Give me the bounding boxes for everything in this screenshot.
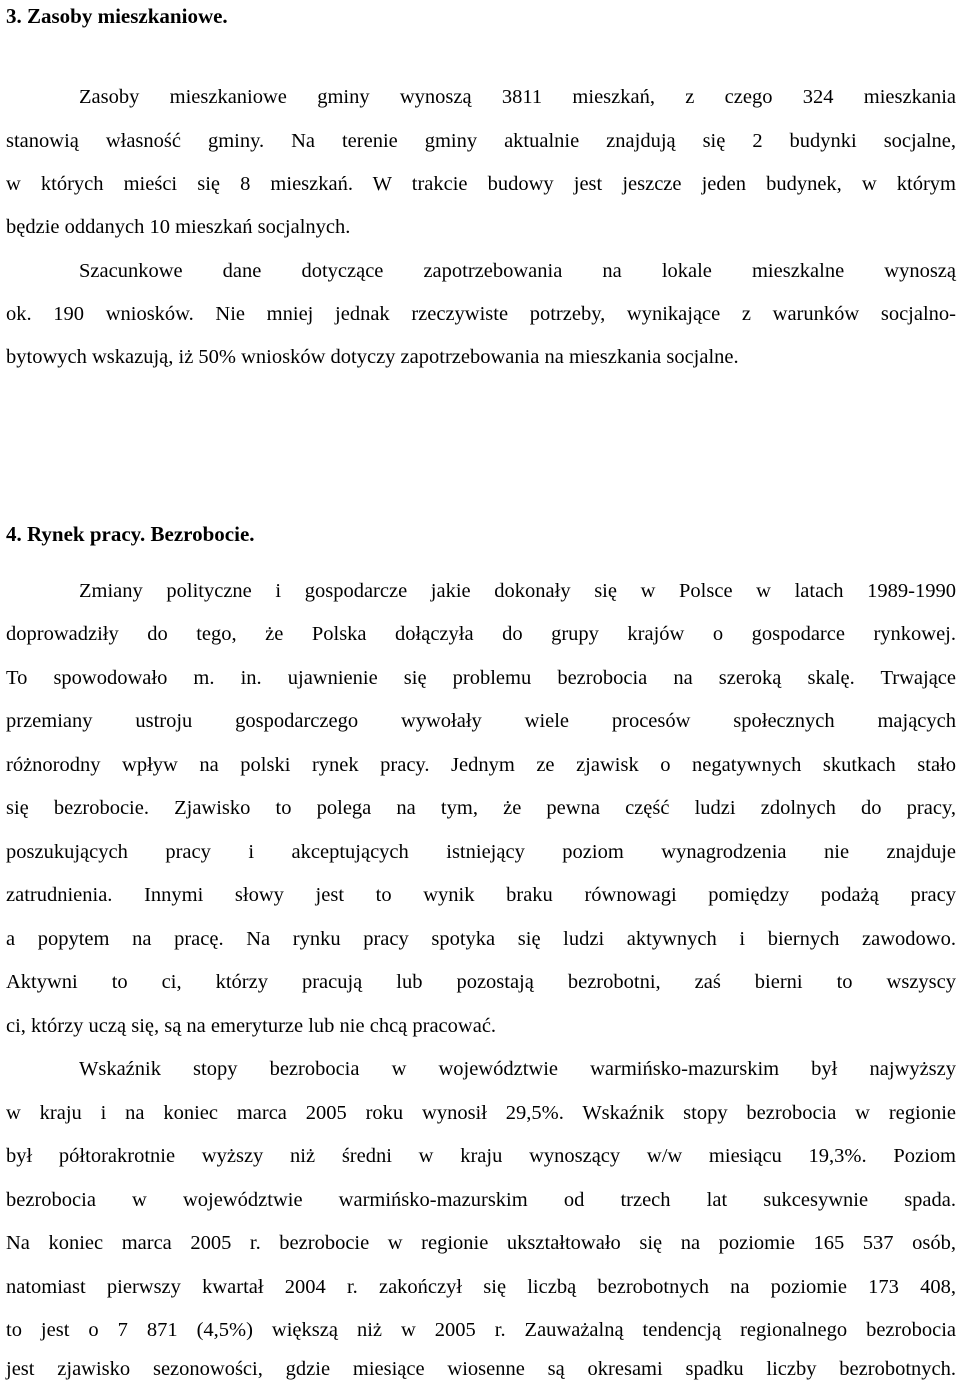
section-heading-labor-market: 4. Rynek pracy. Bezrobocie. [6,522,255,546]
text-line: To spowodowało m. in. ujawnienie się problemu bezrobocia na szeroką skalę. Trwające [6,667,956,689]
text-line: natomiast pierwszy kwartał 2004 r. zakończył się liczbą bezrobotnych na poziomie 173 408, [6,1276,956,1298]
text-line: się bezrobocie. Zjawisko to polega na tym, że pewna część ludzi zdolnych do pracy, [6,797,956,819]
text-line: Zmiany polityczne i gospodarcze jakie dokonały się w Polsce w latach 1989-1990 [79,580,956,602]
text-line: bytowych wskazują, iż 50% wniosków dotyczy zapotrzebowania na mieszkania socjalne. [6,346,739,368]
text-line: będzie oddanych 10 mieszkań socjalnych. [6,216,351,238]
text-line: to jest o 7 871 (4,5%) większą niż w 2005 r. Zauważalną tendencją regionalnego bezrobocia [6,1319,956,1341]
text-line: w których mieści się 8 mieszkań. W trakcie budowy jest jeszcze jeden budynek, w którym [6,173,956,195]
text-line: poszukujących pracy i akceptujących istniejący poziom wynagrodzenia nie znajduje [6,841,956,863]
text-line: Aktywni to ci, którzy pracują lub pozostają bezrobotni, zaś bierni to wszyscy [6,971,956,993]
text-line: Na koniec marca 2005 r. bezrobocie w regionie ukształtowało się na poziomie 165 537 osób, [6,1232,956,1254]
text-line: Zasoby mieszkaniowe gminy wynoszą 3811 mieszkań, z czego 324 mieszkania [79,86,956,108]
text-line: Szacunkowe dane dotyczące zapotrzebowania na lokale mieszkalne wynoszą [79,260,956,282]
text-line: zatrudnienia. Innymi słowy jest to wynik braku równowagi pomiędzy podażą pracy [6,884,956,906]
text-line: jest zjawisko sezonowości, gdzie miesiące wiosenne są okresami spadku liczby bezrobotnych. [6,1358,956,1380]
text-line: przemiany ustroju gospodarczego wywołały wiele procesów społecznych mających [6,710,956,732]
text-line: ci, którzy uczą się, są na emeryturze lub nie chcą pracować. [6,1015,497,1037]
text-line: ok. 190 wniosków. Nie mniej jednak rzeczywiste potrzeby, wynikające z warunków socjalno- [6,303,956,325]
text-line: doprowadziły do tego, że Polska dołączyła do grupy krajów o gospodarce rynkowej. [6,623,956,645]
text-line: w kraju i na koniec marca 2005 roku wynosił 29,5%. Wskaźnik stopy bezrobocia w regionie [6,1102,956,1124]
text-line: Wskaźnik stopy bezrobocia w województwie warmińsko-mazurskim był najwyższy [79,1058,956,1080]
text-line: stanowią własność gminy. Na terenie gminy aktualnie znajdują się 2 budynki socjalne, [6,130,956,152]
section-heading-housing: 3. Zasoby mieszkaniowe. [6,4,228,28]
text-line: różnorodny wpływ na polski rynek pracy. Jednym ze zjawisk o negatywnych skutkach stało [6,754,956,776]
text-line: a popytem na pracę. Na rynku pracy spotyka się ludzi aktywnych i biernych zawodowo. [6,928,956,950]
text-line: był półtorakrotnie wyższy niż średni w kraju wynoszący w/w miesiącu 19,3%. Poziom [6,1145,956,1167]
text-line: bezrobocia w województwie warmińsko-mazurskim od trzech lat sukcesywnie spada. [6,1189,956,1211]
